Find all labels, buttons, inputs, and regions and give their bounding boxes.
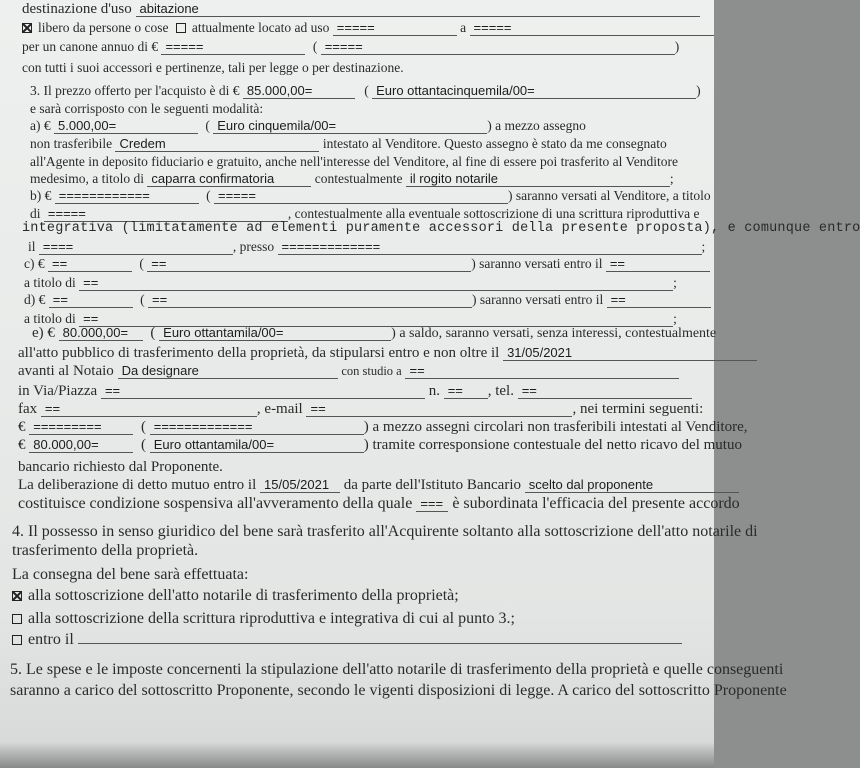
prezzo-line <box>30 82 744 100</box>
payment-c-words-field: == <box>147 256 471 272</box>
payment-d-paren: ( <box>140 292 145 307</box>
notaio-field: Da designare <box>118 363 338 379</box>
consegna-atto-label: alla sottoscrizione dell'atto notarile di trasferimento della proprietà; <box>28 587 459 604</box>
prezzo-words-field: Euro ottantacinquemila/00= <box>372 83 696 99</box>
locato-uso-field: ===== <box>333 20 457 36</box>
condizione-label: costituisce condizione sospensiva all'avveramento della quale <box>18 495 413 512</box>
mutuo-line <box>18 436 742 454</box>
deposito-line: all'Agente in deposito fiduciario e gratuito, anche nell'interesse del Venditore, al fine di essere poi trasferito al Venditore <box>30 154 679 169</box>
payment-d-amount-field: == <box>49 292 133 308</box>
locato-a-label: a <box>460 20 467 35</box>
istituto-label: da parte dell'Istituto Bancario <box>343 477 521 493</box>
assegni-rest: ) a mezzo assegni circolari non trasferibili intestati al Venditore, <box>363 419 748 435</box>
termini-label: , nei termini seguenti: <box>572 401 704 417</box>
mutuo-paren: ( <box>141 437 146 453</box>
locato-checkbox-icon <box>176 23 186 33</box>
condizione-field: === <box>416 496 448 512</box>
assegno-bank-field: Credem <box>115 136 319 152</box>
consegna-entro-line <box>12 631 726 649</box>
email-field: == <box>306 401 572 417</box>
prezzo-label: 3. Il prezzo offerto per l'acquisto è di € <box>30 83 240 98</box>
prezzo-end: ) <box>696 83 701 98</box>
entro-il-line <box>28 238 742 256</box>
di-rest: , contestualmente alla eventuale sottoscrizione di una scrittura riproduttiva e <box>287 206 700 221</box>
istituto-field: scelto dal proponente <box>525 477 739 493</box>
atto-pubblico-label: all'atto pubblico di trasferimento della proprietà, da stipularsi entro e non oltre il <box>18 345 500 361</box>
caparra-line <box>30 170 744 188</box>
caparra-end: ; <box>669 171 674 186</box>
presso-field: ============= <box>278 239 702 255</box>
payment-d-rest: ) saranno versati entro il <box>472 292 604 307</box>
payment-b-label: b) € <box>30 188 52 203</box>
titolo-c-line <box>24 274 738 292</box>
possesso-line: 4. Il possesso in senso giuridico del bene sarà trasferito all'Acquirente soltanto alla sottoscrizione dell'atto notarile di <box>12 523 758 540</box>
canone-label: per un canone annuo di € <box>22 39 159 54</box>
studio-label: con studio a <box>341 364 402 378</box>
entro-il-label: il <box>28 239 36 254</box>
mutuo-amount-field: 80.000,00= <box>29 437 133 453</box>
payment-d-line <box>24 291 738 309</box>
consegna-atto-line <box>12 587 726 605</box>
deliberazione-date-field: 15/05/2021 <box>260 477 340 493</box>
canone-amount-field: ===== <box>161 39 305 55</box>
payment-d-date-field: == <box>607 292 711 308</box>
assegni-words-field: ============= <box>150 419 364 435</box>
payment-b-line <box>30 187 744 205</box>
consegna-scrittura-line <box>12 610 726 628</box>
libero-checkbox-icon <box>22 23 32 33</box>
payment-d-label: d) € <box>24 292 46 307</box>
payment-c-rest: ) saranno versati entro il <box>471 256 603 271</box>
tel-label: , tel. <box>487 383 514 399</box>
carico-line: saranno a carico del sottoscritto Proponente, secondo le vigenti disposizioni di legge. A carico del sottoscritto Proponente <box>10 682 787 699</box>
canone-paren: ( <box>312 39 318 54</box>
assegno-line <box>30 135 744 153</box>
condizione-rest: è subordinata l'efficacia del presente accordo <box>452 495 740 512</box>
payment-d-words-field: == <box>148 292 472 308</box>
tel-field: == <box>518 383 692 399</box>
contestualmente-label: contestualmente <box>314 171 403 186</box>
destinazione-line <box>22 0 736 18</box>
mutuo-rest: ) tramite corresponsione contestuale del netto ricavo del mutuo <box>363 437 742 453</box>
di-field: ===== <box>44 206 288 222</box>
payment-a-line <box>30 117 744 135</box>
assegno-rest: intestato al Venditore. Questo assegno è stato da me consegnato <box>322 136 667 151</box>
payment-e-rest: ) a saldo, saranno versati, senza interessi, contestualmente <box>391 326 717 341</box>
trasferimento-line: trasferimento della proprietà. <box>12 542 199 559</box>
caparra-label: medesimo, a titolo di <box>30 171 144 186</box>
numero-label: n. <box>428 383 440 399</box>
payment-a-words-field: Euro cinquemila/00= <box>213 118 487 134</box>
payment-e-amount-field: 80.000,00= <box>59 325 143 341</box>
via-label: in Via/Piazza <box>18 383 98 399</box>
consegna-line: La consegna del bene sarà effettuata: <box>12 566 249 583</box>
condizione-line <box>18 495 740 513</box>
modalita-line: e sarà corrisposto con le seguenti modalità: <box>30 101 264 116</box>
fax-field: == <box>41 401 257 417</box>
caparra-title-field: caparra confirmatoria <box>147 171 311 187</box>
consegna-entro-checkbox-icon <box>12 635 22 645</box>
via-field: == <box>101 383 425 399</box>
bancario-line: bancario richiesto dal Proponente. <box>18 459 223 475</box>
notaio-line <box>18 362 732 380</box>
payment-b-words-field: ===== <box>214 188 508 204</box>
payment-c-date-field: == <box>606 256 710 272</box>
assegno-label: non trasferibile <box>30 136 113 151</box>
mutuo-words-field: Euro ottantamila/00= <box>150 437 364 453</box>
entro-il-end: ; <box>701 239 706 254</box>
libero-label: libero da persone o cose <box>38 20 169 35</box>
deliberazione-line <box>18 476 732 494</box>
libero-line <box>22 19 736 37</box>
titolo-c-label: a titolo di <box>24 275 76 290</box>
studio-field: == <box>405 363 679 379</box>
prezzo-paren: ( <box>364 83 369 98</box>
titolo-d-end: ; <box>673 311 677 326</box>
payment-e-line <box>32 324 746 343</box>
payment-b-paren: ( <box>206 188 211 203</box>
mutuo-euro-label: € <box>18 437 26 453</box>
canone-end: ) <box>674 39 680 54</box>
locato-a-field: ===== <box>470 20 714 36</box>
accessori-line: con tutti i suoi accessori e pertinenze, tali per legge o per destinazione. <box>22 60 404 75</box>
deliberazione-label: La deliberazione di detto mutuo entro il <box>18 477 257 493</box>
spese-line: 5. Le spese e le imposte concernenti la stipulazione dell'atto notarile di trasferimento della proprietà e quelle conseguenti <box>10 661 784 678</box>
page-shadow <box>0 742 714 768</box>
fax-label: fax <box>18 401 38 417</box>
consegna-scrittura-checkbox-icon <box>12 614 22 624</box>
payment-a-rest: ) a mezzo assegno <box>487 118 586 133</box>
titolo-d-label: a titolo di <box>24 311 76 326</box>
atto-pubblico-date-field: 31/05/2021 <box>503 345 757 361</box>
payment-a-label: a) € <box>30 118 51 133</box>
atto-pubblico-line <box>18 344 732 362</box>
assegni-amount-field: ========= <box>29 419 133 435</box>
fax-line <box>18 400 732 418</box>
destinazione-field: abitazione <box>136 1 700 17</box>
entro-il-field: ==== <box>39 239 233 255</box>
di-label: di <box>30 206 41 221</box>
payment-b-amount-field: ============ <box>55 188 199 204</box>
payment-e-paren: ( <box>150 325 156 341</box>
assegni-circolari-line <box>18 418 748 436</box>
assegni-paren: ( <box>141 419 146 435</box>
payment-c-label: c) € <box>24 256 45 271</box>
payment-e-words-field: Euro ottantamila/00= <box>159 325 391 341</box>
payment-c-paren: ( <box>139 256 144 271</box>
canone-line <box>22 38 736 56</box>
assegni-euro-label: € <box>18 419 26 435</box>
indirizzo-line <box>18 382 732 400</box>
consegna-scrittura-label: alla sottoscrizione della scrittura riproduttiva e integrativa di cui al punto 3.; <box>28 610 515 627</box>
email-label: , e-mail <box>256 401 303 417</box>
payment-c-line <box>24 255 738 273</box>
payment-e-label: e) € <box>32 325 55 341</box>
numero-field: == <box>444 383 488 399</box>
locato-label: attualmente locato ad uso <box>191 20 330 35</box>
payment-a-paren: ( <box>205 118 210 133</box>
consegna-entro-label: entro il <box>28 631 74 648</box>
presso-label: , presso <box>232 239 275 254</box>
payment-b-rest: ) saranno versati al Venditore, a titolo <box>508 188 711 203</box>
payment-c-amount-field: == <box>48 256 132 272</box>
rogito-field: il rogito notarile <box>406 171 670 187</box>
consegna-atto-checkbox-icon <box>12 591 22 601</box>
notaio-label: avanti al Notaio <box>18 363 114 379</box>
integrativa-line: integrativa (limitatamente ad elementi puramente accessori della presente proposta), e comunque entro <box>22 221 860 236</box>
payment-a-amount-field: 5.000,00= <box>54 118 198 134</box>
titolo-d-field: == <box>79 311 673 327</box>
titolo-c-field: == <box>79 275 673 291</box>
destinazione-label: destinazione d'uso <box>22 1 132 17</box>
consegna-entro-field <box>78 643 682 644</box>
canone-words-field: ===== <box>321 39 675 55</box>
titolo-c-end: ; <box>673 275 677 290</box>
prezzo-amount-field: 85.000,00= <box>243 83 355 99</box>
